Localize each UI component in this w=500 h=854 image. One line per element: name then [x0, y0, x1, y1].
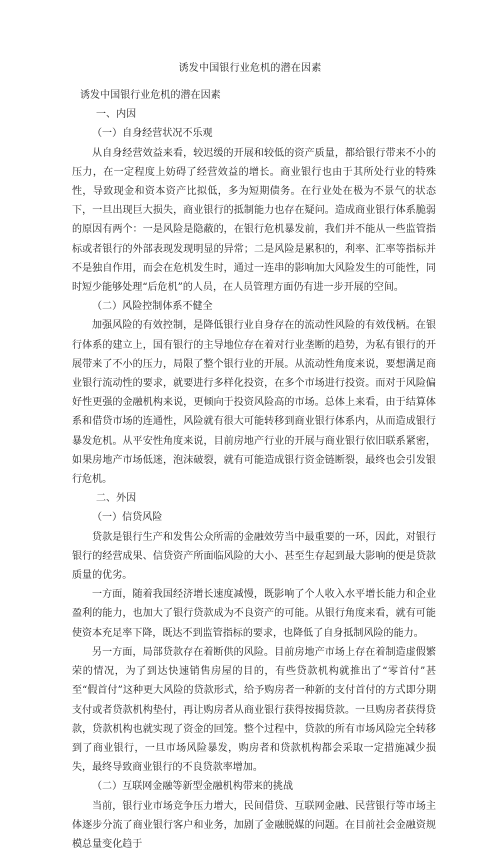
paragraph: 当前，银行业市场竞争压力增大，民间借贷、互联网金融、民营银行等市场主体逐步分流了商业银行客户和业务，加剧了金融脱媒的问题。在目前社会金融资规模总量变化趋于	[72, 800, 436, 850]
paragraph: 另一方面，局部贷款存在着断供的风险。目前房地产市场上存在着制造虚假繁荣的情况，为了到达快速销售房屋的目的，有些贷款机构就推出了“零首付”甚至“假首付”这种更大风险的贷款形式，给予购房者一种新的支付首付的方式即分期支付或者贷款机构垫付，再让购房者从商业银行获得按揭贷款。一旦购房者获得贷款，贷款机构也就实现了资金的回笼。整个过程中，贷款的所有市场风险完全转移到了商业银行，一旦市场风险暴发，购房者和贷款机构都会采取一定措施减少损失，最终导致商业银行的不良贷款率增加。	[72, 646, 436, 774]
section-heading-external: 二、外因	[96, 493, 137, 505]
document-body	[72, 86, 436, 854]
paragraph: 一方面，随着我国经济增长速度减慢，既影响了个人收入水平增长能力和企业盈利的能力，也加大了银行贷款成为不良资产的可能。从银行角度来看，就有可能使资本充足率下降，既达不到监管指标的要求，也降低了自身抵制风险的能力。	[72, 589, 436, 639]
subsection-heading-credit-risk: （一）信贷风险	[92, 512, 163, 524]
document-title: 诱发中国银行业危机的潜在因素	[178, 63, 322, 74]
paragraph: 加强风险的有效控制，是降低银行业自身存在的流动性风险的有效伐柄。在银行体系的建立上，国有银行的主导地位存在着对行业垄断的趋势，为私有银行的开展带来了不小的压力，局限了整个银行业的开展。从流动性角度来说，要想满足商业银行流动性的要求，就要进行多样化投资，在多个市场进行投资。而对于风险偏好性更强的金融机构来说，更倾向于投资风险高的市场。总体上来看，由于结算体系和借贷市场的连通性，风险就有很大可能转移到商业银行体系内，从而造成银行暴发危机。从平安性角度来说，目前房地产行业的开展与商业银行依旧联系紧密，如果房地产市场低迷，泡沫破裂，就有可能造成银行资金链断裂，最终也会引发银行危机。	[72, 320, 436, 486]
subsection-heading-internet-finance: （二）互联网金融等新型金融机构带来的挑战	[92, 781, 293, 793]
paragraph: 贷款是银行生产和发售公众所需的金融效劳当中最重要的一环，因此，对银行银行的经营成果、信贷资产所面临风险的大小、甚至生存起到最大影响的便是贷款质量的优劣。	[72, 531, 436, 582]
paragraph: 从自身经营效益来看，较迟缓的开展和较低的资产质量，都给银行带来不小的压力，在一定程度上妨碍了经营效益的增长。商业银行也由于其所处行业的特殊性，导致现金和资本资产比拟低，多为短期债务。在行业处在极为不景气的状态下，一旦出现巨大损失，商业银行的抵制能力也存在疑问。造成商业银行体系脆弱的原因有两个：一是风险是隐蔽的，在银行危机暴发前，我们并不能从一些监管指标或者银行的外部表现发现明显的异常；二是风险是累积的，利率、汇率等指标并不是独自作用，而会在危机发生时，通过一连串的影响加大风险发生的可能性，同时短少能够处理“后危机”的人员，在人员管理方面仍有进一步开展的空间。	[72, 147, 436, 294]
subsection-heading-risk-control: （二）风险控制体系不健全	[92, 301, 213, 313]
document-subtitle: 诱发中国银行业危机的潜在因素	[80, 90, 221, 101]
section-heading-internal: 一、内因	[96, 109, 137, 121]
subsection-heading-operations: （一）自身经营状况不乐观	[92, 128, 213, 140]
